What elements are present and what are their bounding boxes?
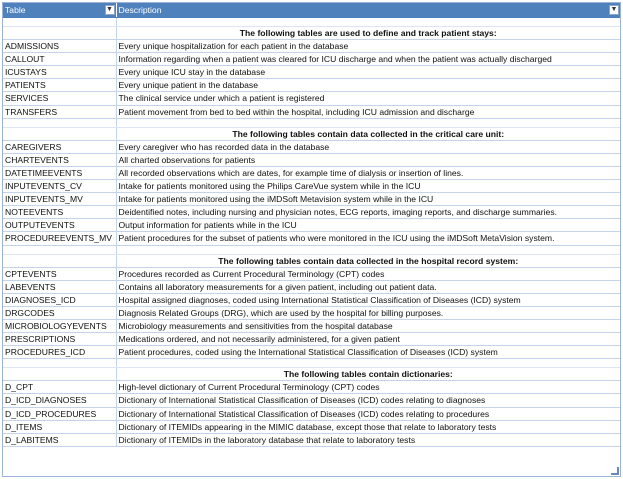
empty-cell[interactable]: [3, 18, 116, 27]
empty-cell[interactable]: [3, 368, 116, 381]
column-header-description[interactable]: [116, 3, 620, 18]
table-description-cell[interactable]: Contains all laboratory measurements for a given patient, including out patient data.: [116, 280, 620, 293]
empty-cell[interactable]: [3, 118, 116, 127]
table-description-cell[interactable]: All charted observations for patients: [116, 153, 620, 166]
table-description-cell[interactable]: Patient movement from bed to bed within the hospital, including ICU admission and discharge: [116, 105, 620, 118]
column-header-table[interactable]: [3, 3, 116, 18]
table-description-cell[interactable]: Information regarding when a patient was cleared for ICU discharge and when the patient was actually discharged: [116, 53, 620, 66]
table-name-cell[interactable]: ADMISSIONS: [3, 40, 116, 53]
table-description-cell[interactable]: Medications ordered, and not necessarily administered, for a given patient: [116, 333, 620, 346]
table-name-cell[interactable]: D_CPT: [3, 381, 116, 394]
table-description-cell[interactable]: Intake for patients monitored using the iMDSoft Metavision system while in the ICU: [116, 193, 620, 206]
column-header-table-label: Table: [5, 5, 26, 15]
table-row: [3, 346, 620, 359]
table-row: [3, 280, 620, 293]
table-name-cell[interactable]: CHARTEVENTS: [3, 153, 116, 166]
table-row: [3, 306, 620, 319]
blank-row: [3, 245, 620, 254]
table-name-cell[interactable]: PROCEDURES_ICD: [3, 346, 116, 359]
table-description-cell[interactable]: High-level dictionary of Current Procedural Terminology (CPT) codes: [116, 381, 620, 394]
table-row: [3, 381, 620, 394]
table-description-cell[interactable]: Dictionary of International Statistical Classification of Diseases (ICD) codes relating to diagnoses: [116, 394, 620, 407]
table-row: [3, 420, 620, 433]
table-description-cell[interactable]: Microbiology measurements and sensitivities from the hospital database: [116, 319, 620, 332]
table-row: [3, 105, 620, 118]
table-name-cell[interactable]: PRESCRIPTIONS: [3, 333, 116, 346]
section-heading[interactable]: The following tables contain dictionaries:: [116, 368, 620, 381]
table-description-cell[interactable]: Dictionary of International Statistical Classification of Diseases (ICD) codes relating to procedures: [116, 407, 620, 420]
table-row: [3, 166, 620, 179]
section-heading[interactable]: The following tables contain data collected in the hospital record system:: [116, 254, 620, 267]
table-name-cell[interactable]: OUTPUTEVENTS: [3, 219, 116, 232]
table-row: [3, 180, 620, 193]
table-description-cell[interactable]: Diagnosis Related Groups (DRG), which are used by the hospital for billing purposes.: [116, 306, 620, 319]
spreadsheet-table-region: [2, 2, 621, 477]
empty-cell[interactable]: [3, 245, 116, 254]
section-heading-row: [3, 254, 620, 267]
table-name-cell[interactable]: D_ICD_DIAGNOSES: [3, 394, 116, 407]
table-row: [3, 407, 620, 420]
table-row: [3, 79, 620, 92]
table-row: [3, 232, 620, 245]
table-row: [3, 293, 620, 306]
empty-cell[interactable]: [116, 18, 620, 27]
section-heading[interactable]: The following tables contain data collected in the critical care unit:: [116, 127, 620, 140]
table-name-cell[interactable]: CAREGIVERS: [3, 140, 116, 153]
table-description-cell[interactable]: Procedures recorded as Current Procedural Terminology (CPT) codes: [116, 267, 620, 280]
blank-row: [3, 359, 620, 368]
table-row: [3, 333, 620, 346]
table-description-cell[interactable]: Deidentified notes, including nursing and physician notes, ECG reports, imaging reports, and discharge summaries.: [116, 206, 620, 219]
table-name-cell[interactable]: D_LABITEMS: [3, 433, 116, 446]
empty-cell[interactable]: [3, 359, 116, 368]
filter-dropdown-icon[interactable]: ▼: [106, 6, 113, 13]
table-name-cell[interactable]: PROCEDUREEVENTS_MV: [3, 232, 116, 245]
table-row: [3, 92, 620, 105]
table-row: [3, 219, 620, 232]
empty-cell[interactable]: [116, 245, 620, 254]
header-row: [3, 3, 620, 18]
table-row: [3, 153, 620, 166]
empty-cell[interactable]: [116, 118, 620, 127]
table-body: [3, 18, 620, 447]
table-row: [3, 193, 620, 206]
section-heading-row: [3, 127, 620, 140]
table-description-cell[interactable]: Every unique patient in the database: [116, 79, 620, 92]
table-name-cell[interactable]: MICROBIOLOGYEVENTS: [3, 319, 116, 332]
table-name-cell[interactable]: CALLOUT: [3, 53, 116, 66]
column-header-description-label: Description: [118, 5, 162, 15]
table-description-cell[interactable]: Dictionary of ITEMIDs in the laboratory database that relate to laboratory tests: [116, 433, 620, 446]
empty-cell[interactable]: [3, 254, 116, 267]
table-description-cell[interactable]: Every unique hospitalization for each patient in the database: [116, 40, 620, 53]
table-description-cell[interactable]: Every caregiver who has recorded data in the database: [116, 140, 620, 153]
table-row: [3, 40, 620, 53]
blank-row: [3, 118, 620, 127]
table-name-cell[interactable]: NOTEEVENTS: [3, 206, 116, 219]
table-name-cell[interactable]: ICUSTAYS: [3, 66, 116, 79]
table-row: [3, 206, 620, 219]
section-heading-row: [3, 368, 620, 381]
table-name-cell[interactable]: PATIENTS: [3, 79, 116, 92]
table-description-cell[interactable]: Patient procedures, coded using the International Statistical Classification of Diseases (ICD) system: [116, 346, 620, 359]
table-row: [3, 319, 620, 332]
table-name-cell[interactable]: SERVICES: [3, 92, 116, 105]
table-description-cell[interactable]: Every unique ICU stay in the database: [116, 66, 620, 79]
table-resize-handle[interactable]: [611, 467, 619, 475]
blank-row: [3, 18, 620, 27]
table-row: [3, 53, 620, 66]
table-row: [3, 394, 620, 407]
table-name-cell[interactable]: LABEVENTS: [3, 280, 116, 293]
empty-cell[interactable]: [3, 27, 116, 40]
section-heading-row: [3, 27, 620, 40]
table-description-cell[interactable]: Output information for patients while in the ICU: [116, 219, 620, 232]
table-description-cell[interactable]: Patient procedures for the subset of patients who were monitored in the ICU using the iMDSoft MetaVision system.: [116, 232, 620, 245]
table-row: [3, 66, 620, 79]
table-name-cell[interactable]: D_ITEMS: [3, 420, 116, 433]
table-description-cell[interactable]: The clinical service under which a patient is registered: [116, 92, 620, 105]
table-name-cell[interactable]: INPUTEVENTS_CV: [3, 180, 116, 193]
table-name-cell[interactable]: INPUTEVENTS_MV: [3, 193, 116, 206]
empty-cell[interactable]: [116, 359, 620, 368]
table-description-cell[interactable]: Dictionary of ITEMIDs appearing in the MIMIC database, except those that relate to laboratory tests: [116, 420, 620, 433]
table-name-cell[interactable]: DIAGNOSES_ICD: [3, 293, 116, 306]
table-name-cell[interactable]: CPTEVENTS: [3, 267, 116, 280]
tables-description-table: [3, 3, 620, 447]
table-name-cell[interactable]: DRGCODES: [3, 306, 116, 319]
table-description-cell[interactable]: Hospital assigned diagnoses, coded using International Statistical Classification of Diseases (ICD) system: [116, 293, 620, 306]
table-name-cell[interactable]: DATETIMEEVENTS: [3, 166, 116, 179]
table-row: [3, 267, 620, 280]
table-name-cell[interactable]: TRANSFERS: [3, 105, 116, 118]
section-heading[interactable]: The following tables are used to define and track patient stays:: [116, 27, 620, 40]
filter-dropdown-icon[interactable]: ▼: [610, 6, 618, 13]
empty-cell[interactable]: [3, 127, 116, 140]
table-description-cell[interactable]: All recorded observations which are dates, for example time of dialysis or insertion of lines.: [116, 166, 620, 179]
table-description-cell[interactable]: Intake for patients monitored using the Philips CareVue system while in the ICU: [116, 180, 620, 193]
table-name-cell[interactable]: D_ICD_PROCEDURES: [3, 407, 116, 420]
table-row: [3, 140, 620, 153]
table-row: [3, 433, 620, 446]
